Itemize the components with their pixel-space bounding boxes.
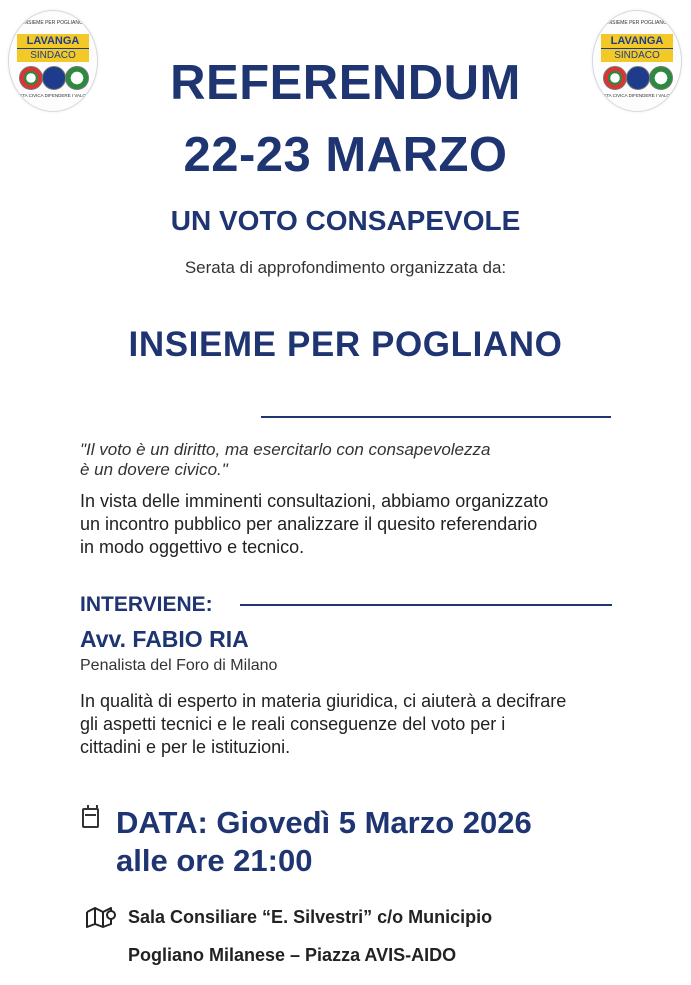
title-line2: 22-23 MARZO (183, 128, 508, 182)
subtitle: UN VOTO CONSAPEVOLE (170, 205, 521, 236)
quote (80, 440, 640, 480)
logo-line2: SINDACO (17, 48, 89, 62)
logo-line1: LAVANGA (601, 34, 673, 48)
description-line: gli aspetti tecnici e le reali conseguenze del voto per i (80, 714, 506, 734)
map-icon (85, 906, 117, 928)
description-line: cittadini e per le istituzioni. (80, 737, 291, 757)
logo-line2: SINDACO (601, 48, 673, 62)
calendar-icon (82, 808, 99, 828)
logo-top-text: INSIEME PER POGLIANO (23, 20, 83, 26)
organizer-name: INSIEME PER POGLIANO (128, 325, 563, 364)
quote-line: è un dovere civico." (80, 460, 228, 479)
venue-line1: Sala Consiliare “E. Silvestri” c/o Municipio (128, 907, 493, 927)
intro-line: un incontro pubblico per analizzare il quesito referendario (80, 514, 538, 534)
event-time: alle ore 21:00 (116, 843, 313, 878)
speaker-name: Avv. FABIO RIA (80, 626, 249, 652)
title-line1: REFERENDUM (170, 56, 521, 110)
organized-by-text: Serata di approfondimento organizzata da: (184, 258, 507, 277)
divider-line (240, 604, 612, 606)
venue-line2: Pogliano Milanese – Piazza AVIS-AIDO (128, 945, 457, 965)
speaker-role: Penalista del Foro di Milano (80, 657, 278, 674)
quote-line: "Il voto è un diritto, ma esercitarlo con consapevolezza (80, 440, 491, 459)
divider-line (261, 416, 611, 418)
speaker-description (80, 690, 640, 759)
logo-bottom-text: LISTA CIVICA DIFENDERE I VALORI (15, 93, 91, 98)
logo-bottom-text: LISTA CIVICA DIFENDERE I VALORI (599, 93, 675, 98)
interviene-label: INTERVIENE: (80, 593, 213, 616)
intro-line: in modo oggettivo e tecnico. (80, 537, 305, 557)
event-date: DATA: Giovedì 5 Marzo 2026 (116, 805, 532, 840)
logo-line1: LAVANGA (17, 34, 89, 48)
intro-paragraph (80, 490, 640, 559)
description-line: In qualità di esperto in materia giuridica, ci aiuterà a decifrare (80, 691, 567, 711)
intro-line: In vista delle imminenti consultazioni, abbiamo organizzato (80, 491, 549, 511)
logo-top-text: INSIEME PER POGLIANO (607, 20, 667, 26)
